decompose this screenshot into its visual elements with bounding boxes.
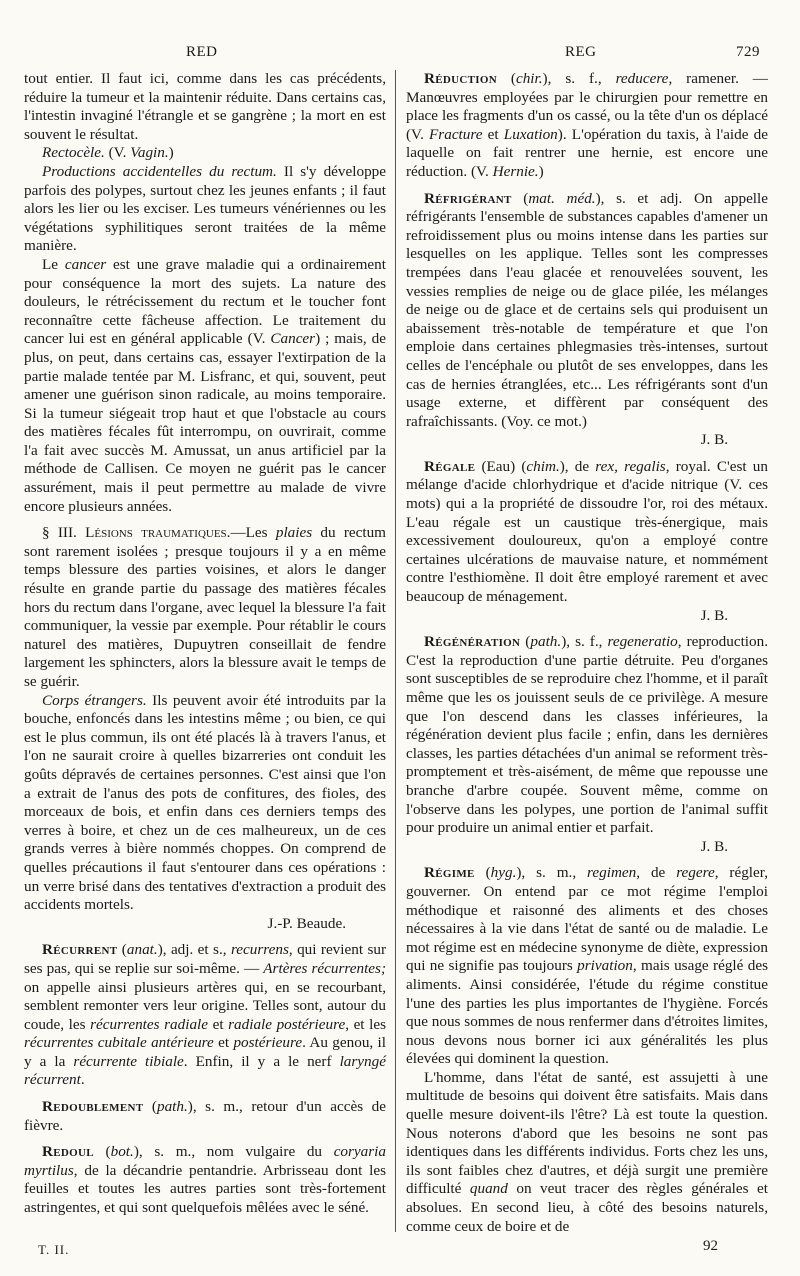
running-head: [0, 44, 800, 66]
author-signature: J. B.: [700, 431, 728, 449]
entry-reduction: Réduction (chir.), s. f., reducere, ramener. — Manœuvres employées par le chirurgien pour remettre en place les fragments d'un os cassé, ou la tête d'un os déplacé (V. Fracture et Luxation). L'opération du taxis, à l'aide de laquelle on fait rentrer une hernie, est encore une réduction. (V. Hernie.): [406, 70, 768, 180]
corps-etrangers-paragraph: Corps étrangers. Ils peuvent avoir été introduits par la bouche, enfoncés dans les intestins même ; ou bien, ce qui est le plus commun, ils ont été placés là à travers l'anus, et l'on ne saurait croire à quelles bizarreries ont conduit les goûts dépravés de certaines personnes. C'est ainsi que l'on a extrait de l'anus des pots de confitures, des fioles, des morceaux de bois, et enfin dans ces derniers temps des verres à boire, et chez un de ces malheureux, un de ces grands verres à bière nommés choppes. On comprend de quelles précautions il faut s'entourer dans ces opérations : un verre brisé dans des tentatives d'extraction a produit des accidents mortels.: [24, 691, 386, 914]
right-column: [406, 70, 768, 1236]
headword: Redoul: [42, 1143, 94, 1161]
running-head-left: RED: [186, 44, 218, 60]
paragraph: tout entier. Il faut ici, comme dans les cas précédents, réduire la tumeur et la maintenir réduite. Dans certains cas, l'intestin invaginé l'étrangle et se gangrène ; la mort en est souvent le résultat.: [24, 70, 386, 143]
entry-regale: Régale (Eau) (chim.), de rex, regalis, royal. C'est un mélange d'acide chlorhydrique et d'acide nitrique (V. ces mots) qui a la propriété de dissoudre l'or, roi des métaux. L'eau régale est un caustique très-énergique, mais excessivement douloureux, qu'on a employé contre certaines ulcérations de mauvaise nature, et nommément contre l'esthiomène. Il doit être employé rarement et avec beaucoup de ménagement.: [406, 457, 768, 606]
signature-mark: 92: [703, 1238, 718, 1254]
entry-refrigerant: Réfrigérant (mat. méd.), s. et adj. On appelle réfrigérants l'ensemble de substances capables d'amener un refroidissement plus ou moins intense dans les parties sur lesquelles on les applique. Telles sont les compresses trempées dans l'eau glacée et renouvelées souvent, les vessies remplies de neige ou de glace pilée, les mélanges de neige ou de glace et de certains sels qui produisent un abaissement très-notable de température et que l'on emploie dans certaines phlegmasies très-intenses, surtout celles de l'encéphale ou plutôt de ses enveloppes, dans les cas de hernies étranglées, etc... Les réfrigérants sont d'un usage externe, et diffèrent par conséquent des rafraîchissants. (Voy. ce mot.): [406, 189, 768, 430]
entry-redoublement: Redoublement (path.), s. m., retour d'un accès de fièvre.: [24, 1098, 386, 1134]
regime-paragraph-2: L'homme, dans l'état de santé, est assujetti à une multitude de besoins qui doivent être satisfaits. Mais dans quelle mesure doivent-ils l'être? Là est toute la question. Nous noterons d'abord que les besoins ne sont pas identiques dans les différents individus. Forts chez les uns, ils sont faibles chez d'autres, et déjà surgit une première difficulté quand on veut tracer des règles générales et absolues. En second lieu, à côté des besoins naturels, comme ceux de boire et de: [406, 1068, 769, 1235]
author-signature: J. B.: [700, 606, 728, 624]
column-rule: [395, 70, 396, 1232]
headword: Régénération: [424, 633, 521, 651]
rectocele-paragraph: Rectocèle. (V. Vagin.): [42, 144, 174, 162]
page-number: 729: [736, 44, 760, 60]
headword: Réfrigérant: [424, 189, 512, 207]
headword: Régime: [424, 864, 475, 882]
author-signature: J.-P. Beaude.: [267, 914, 346, 932]
lesions-paragraph: § III. Lésions traumatiques.—Les plaies du rectum sont rarement isolées ; presque toujours il y a en même temps blessure des parties voisines, et alors le danger résulte en grande partie du passage des matières fécales hors du rectum dans l'organe, avec lequel la blessure l'a fait communiquer, la vessie par exemple. Pour rétablir le cours naturel des matières, Dupuytren conseillait de fendre largement les sphincters, alors la blessure avait le temps de se guérir.: [24, 524, 386, 690]
headword: Récurrent: [42, 941, 118, 959]
entry-regime: Régime (hyg.), s. m., regimen, de regere, régler, gouverner. On entend par ce mot régime l'emploi méthodique et raisonné des aliments et des choses nécessaires à la vie dans l'état de santé ou de maladie. Le mot régime est en médecine synonyme de diète, expression qui ne signifie pas toujours privation, mais usage réglé des aliments. Ainsi considérée, l'étude du régime constitue l'une des parties les plus importantes de l'hygiène. Forcés que nous sommes de nous renfermer dans d'étroites limites, nous devons nous borner ici aux généralités les plus élevées qui dominent la question.: [406, 864, 769, 1068]
entry-redoul: Redoul (bot.), s. m., nom vulgaire du coryaria myrtilus, de la décandrie pentandrie. Arbrisseau dont les feuilles et toutes les autres parties sont très-fortement astringentes, et qui sont quelquefois mêlées avec le séné.: [24, 1143, 386, 1217]
running-head-middle: REG: [565, 44, 597, 60]
headword: Redoublement: [42, 1098, 144, 1116]
entry-recurrent: Récurrent (anat.), adj. et s., recurrens, qui revient sur ses pas, qui se replie sur soi-même. — Artères récurrentes; on appelle ainsi plusieurs artères qui, en se recourbant, semblent remonter vers leur origine. Telles sont, autour du coude, les récurrentes radiale et radiale postérieure, et les récurrentes cubitale antérieure et postérieure. Au genou, il y a la récurrente tibiale. Enfin, il y a le nerf laryngé récurrent.: [24, 941, 387, 1089]
entry-regeneration: Régénération (path.), s. f., regeneratio, reproduction. C'est la reproduction d'une partie détruite. Peu d'organes sont susceptibles de se reproduire chez l'homme, et il paraît même que les os jouissent seuls de ce privilège. A mesure que l'on descend dans les classes inférieures, la régénération devient plus facile ; enfin, dans les dernières classes, les parties détachées d'un animal se reforment très-promptement et très-aisément, de même que repousse une branche d'arbre coupée. Souvent même, comme on l'observe dans les polypes, une portion de l'animal suffit pour produire un animal entier et parfait.: [406, 633, 768, 837]
cancer-paragraph: Le cancer est une grave maladie qui a ordinairement pour conséquence la mort des sujets. La nature des douleurs, le rétrécissement du rectum et le toucher font reconnaître cette fâcheuse affection. Le traitement du cancer lui est en général applicable (V. Cancer) ; mais, de plus, on peut, dans certains cas, essayer l'extirpation de la partie malade tentée par M. Lisfranc, et qui, souvent, peut amener une guérison sinon radicale, au moins temporaire. Si la tumeur siégeait trop haut et que l'obstacle au cours des matières fécales fût interrompu, on ouvrirait, comme l'a fait avec succès M. Amussat, un anus artificiel par la méthode de Callisen. Ce moyen ne guérit pas le cancer assurément, mais il peut permettre au malade de vivre encore plusieurs années.: [24, 255, 386, 515]
headword: Réduction: [424, 70, 497, 87]
author-signature: J. B.: [700, 837, 728, 855]
productions-paragraph: Productions accidentelles du rectum. Il s'y développe parfois des polypes, surtout chez les jeunes enfants ; il faut alors les lier ou les exciser. Les tumeurs vénériennes ou les végétations syphilitiques seront traitées de la même manière.: [24, 162, 386, 255]
headword: Régale: [424, 457, 476, 475]
left-column: [24, 70, 386, 1218]
volume-mark: T. II.: [38, 1242, 70, 1257]
